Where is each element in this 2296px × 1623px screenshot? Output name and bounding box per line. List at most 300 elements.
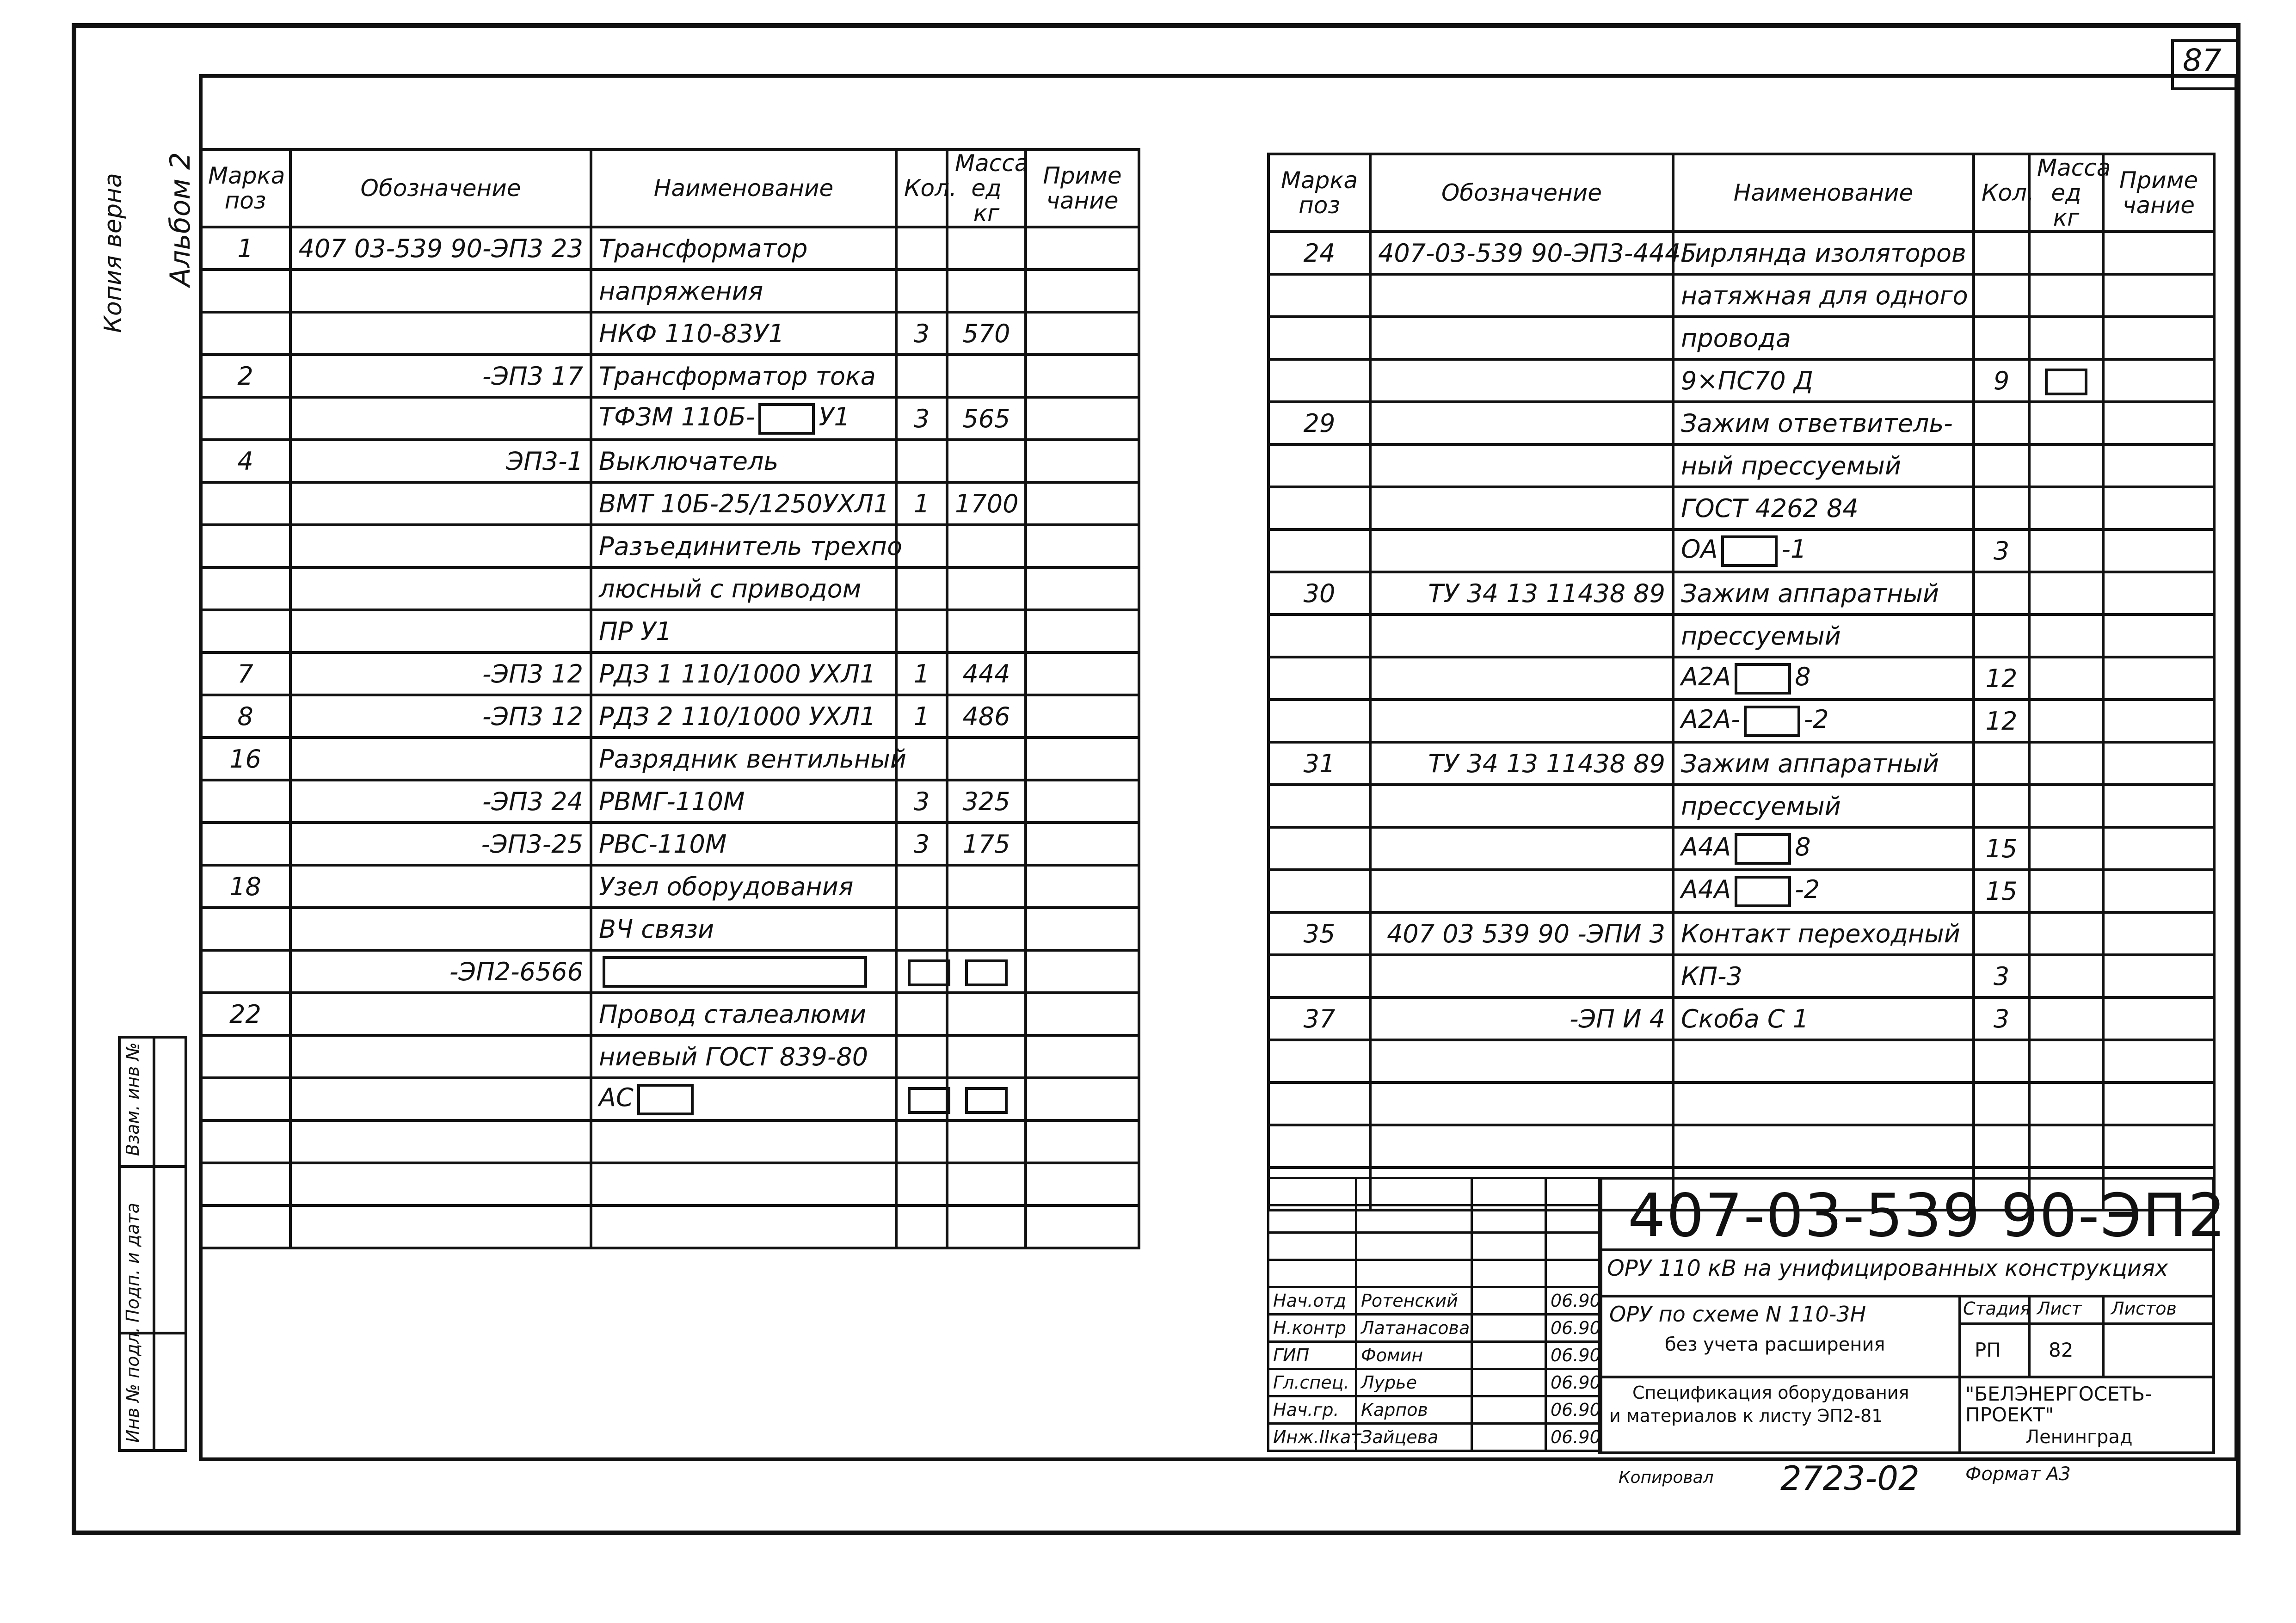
signer-name: Зайцева (1356, 1424, 1472, 1451)
cell-qty (1974, 1082, 2029, 1125)
cell-name (591, 1205, 896, 1248)
cell-qty (896, 908, 947, 950)
cell-note (2103, 615, 2214, 657)
signer-cell (1546, 1205, 1601, 1233)
table-row (200, 312, 1139, 355)
cell-pos (1268, 742, 1370, 785)
table-row (1268, 529, 2214, 572)
cell-qty (896, 610, 947, 652)
cell-name (1673, 1040, 1974, 1082)
title-divider-3 (1598, 1376, 1958, 1378)
table-row (200, 1035, 1139, 1078)
org-line2: ПРОЕКТ" (1965, 1403, 2054, 1426)
inv-dupl-label: Взам. инв № (123, 1042, 143, 1156)
cell-qty (896, 950, 947, 993)
cell-name (591, 482, 896, 525)
spec-table-left (199, 148, 1140, 1249)
cell-note (1026, 1078, 1139, 1120)
cell-pos-text: 30 (1303, 578, 1336, 608)
cell-qty (896, 780, 947, 823)
cell-designation (290, 1205, 591, 1248)
cell-pos (1268, 487, 1370, 529)
cell-designation (290, 908, 591, 950)
cell-designation (290, 1163, 591, 1205)
table-row (200, 865, 1139, 908)
cell-pos-text: 8 (237, 701, 253, 731)
cell-designation (1370, 912, 1673, 955)
cell-pos (1268, 274, 1370, 317)
signer-cell (1472, 1205, 1546, 1233)
signer-signature (1472, 1342, 1546, 1369)
col-qty: Кол. (1974, 154, 2029, 232)
cell-name (591, 993, 896, 1035)
cell-name (591, 950, 896, 993)
col-mass: Масса ед кг (2029, 154, 2103, 232)
blank-box (2045, 369, 2087, 395)
cell-name (1673, 742, 1974, 785)
cell-pos (200, 567, 290, 610)
cell-mass (947, 1120, 1026, 1163)
cell-name (1673, 402, 1974, 444)
cell-name-text: ГОСТ 4262 84 (1681, 493, 1859, 523)
cell-name (591, 738, 906, 780)
cell-name (1673, 700, 1974, 742)
cell-qty-text: 3 (1993, 536, 2010, 566)
cell-designation (290, 823, 591, 865)
cell-note (1026, 440, 1139, 482)
cell-name-text: А2А- (1681, 705, 1740, 734)
sheet-label: Лист (2037, 1298, 2082, 1319)
cell-designation (290, 738, 591, 780)
cell-mass (947, 312, 1026, 355)
cell-name-text: 9×ПС70 Д (1681, 366, 1813, 395)
cell-designation (290, 270, 591, 312)
cell-designation (1370, 1040, 1673, 1082)
cell-name-text: А4А (1681, 832, 1731, 862)
cell-note (2103, 742, 2214, 785)
cell-name (1673, 274, 1974, 317)
cell-pos (200, 227, 290, 270)
cell-pos-text: 31 (1303, 749, 1336, 778)
signer-row-empty (1268, 1205, 1601, 1233)
org-city: Ленинград (2025, 1426, 2133, 1448)
cell-mass (2029, 1040, 2103, 1082)
cell-note (1026, 270, 1139, 312)
cell-note (1026, 695, 1139, 738)
cell-note (1026, 1035, 1139, 1078)
signer-date: 06.90 (1546, 1396, 1601, 1424)
cell-designation (1370, 274, 1673, 317)
cell-mass (2029, 827, 2103, 870)
cell-pos-text: 22 (229, 999, 261, 1029)
cell-name-text: РВМГ-110М (599, 787, 745, 816)
cell-designation (1370, 444, 1673, 487)
cell-qty (1974, 359, 2029, 402)
cell-qty (1974, 827, 2029, 870)
signer-name: Лурье (1356, 1369, 1472, 1396)
project-title: ОРУ 110 кВ на унифицированных конструкциях (1607, 1255, 2168, 1281)
table-row (200, 1205, 1139, 1248)
blank-box (758, 403, 815, 435)
col-designation: Обозначение (1370, 154, 1673, 232)
cell-designation (1370, 785, 1673, 827)
cell-qty (896, 397, 947, 440)
cell-qty (1974, 1040, 2029, 1082)
cell-pos (1268, 955, 1370, 997)
cell-name-text: РВС-110М (599, 829, 727, 859)
signer-cell (1546, 1260, 1601, 1287)
cell-name-text: Выключатель (599, 446, 779, 476)
table-row (200, 610, 1139, 652)
signer-cell (1546, 1178, 1601, 1205)
cell-note (2103, 827, 2214, 870)
blank-box (965, 1087, 1008, 1114)
cell-note (1026, 567, 1139, 610)
signer-row-empty (1268, 1233, 1601, 1260)
cell-name-text: А2А (1681, 662, 1731, 692)
cell-note (1026, 950, 1139, 993)
cell-name-text: люсный с приводом (599, 574, 862, 603)
cell-pos-text: 16 (229, 744, 261, 774)
cell-note (2103, 359, 2214, 402)
col-name: Наименование (1673, 154, 1974, 232)
cell-pos (200, 397, 290, 440)
cell-designation (1370, 487, 1673, 529)
cell-name-text: Скоба С 1 (1681, 1004, 1809, 1033)
cell-name (591, 525, 903, 567)
cell-mass (947, 738, 1026, 780)
cell-name-text: Узел оборудования (599, 872, 854, 901)
cell-designation (1370, 359, 1673, 402)
cell-pos (200, 1205, 290, 1248)
cell-pos (1268, 785, 1370, 827)
table-row (1268, 402, 2214, 444)
signer-row (1268, 1342, 1601, 1369)
cell-mass (2029, 274, 2103, 317)
cell-mass (947, 823, 1026, 865)
cell-name-text: ный прессуемый (1681, 451, 1902, 480)
cell-name-text: ВМТ 10Б-25/1250УХЛ1 (599, 489, 890, 518)
table-row (1268, 870, 2214, 912)
cell-qty (1974, 955, 2029, 997)
sheet-value: 82 (2049, 1339, 2074, 1361)
cell-qty-text: 1 (913, 701, 930, 731)
table-row (1268, 955, 2214, 997)
cell-name (1673, 657, 1974, 700)
col-note: Приме чание (1026, 149, 1139, 227)
cell-name (591, 397, 896, 440)
cell-pos (1268, 700, 1370, 742)
cell-note (2103, 870, 2214, 912)
cell-name-text: Зажим ответвитель- (1681, 408, 1953, 438)
cell-qty (896, 312, 947, 355)
cell-name (591, 1078, 896, 1120)
table-row (200, 950, 1139, 993)
signer-row-empty (1268, 1178, 1601, 1205)
cell-note (1026, 1120, 1139, 1163)
signer-role: Гл.спец. (1268, 1369, 1356, 1396)
stage-grid-row2 (1958, 1376, 2215, 1378)
cell-pos (1268, 359, 1370, 402)
cell-pos (200, 652, 290, 695)
cell-name (1673, 997, 1974, 1040)
cell-designation (1370, 572, 1673, 615)
cell-pos (200, 1120, 290, 1163)
cell-qty (896, 1035, 947, 1078)
cell-pos (200, 270, 290, 312)
cell-note (2103, 402, 2214, 444)
signer-row (1268, 1424, 1601, 1451)
signer-cell (1356, 1260, 1472, 1287)
cell-pos (1268, 870, 1370, 912)
cell-pos (1268, 317, 1370, 359)
col-name: Наименование (591, 149, 896, 227)
cell-name-text: ТФЗМ 110Б- (599, 402, 755, 432)
cell-mass (2029, 359, 2103, 402)
cell-designation (1370, 615, 1673, 657)
cell-mass (2029, 870, 2103, 912)
table-row (1268, 572, 2214, 615)
cell-qty (1974, 402, 2029, 444)
cell-qty (896, 1120, 947, 1163)
cell-mass (2029, 955, 2103, 997)
cell-qty-text: 12 (1985, 706, 2018, 736)
cell-mass (2029, 572, 2103, 615)
cell-note (2103, 657, 2214, 700)
signer-row (1268, 1315, 1601, 1342)
cell-qty (1974, 785, 2029, 827)
cell-mass (2029, 444, 2103, 487)
cell-designation (290, 865, 591, 908)
cell-name (591, 652, 896, 695)
cell-pos (1268, 657, 1370, 700)
cell-name (1673, 444, 1974, 487)
cell-designation (1370, 657, 1673, 700)
cell-name (1673, 359, 1974, 402)
cell-qty (896, 567, 947, 610)
cell-designation (290, 525, 591, 567)
cell-designation (1370, 232, 1697, 274)
cell-note (2103, 912, 2214, 955)
signer-cell (1472, 1260, 1546, 1287)
cell-name (1673, 572, 1974, 615)
cell-mass (947, 993, 1026, 1035)
blank-box (1735, 663, 1791, 695)
cell-mass (2029, 232, 2103, 274)
signer-row (1268, 1369, 1601, 1396)
table-row (1268, 274, 2214, 317)
table-row (1268, 1082, 2214, 1125)
cell-designation (290, 440, 591, 482)
cell-name-text: провода (1681, 323, 1791, 353)
cell-qty-text: 3 (913, 829, 930, 859)
cell-note (1026, 312, 1139, 355)
cell-qty (1974, 487, 2029, 529)
cell-name-text: РДЗ 2 110/1000 УХЛ1 (599, 701, 876, 731)
cell-mass (947, 695, 1026, 738)
table-row (1268, 1125, 2214, 1168)
cell-name-suffix: 8 (1795, 832, 1811, 862)
cell-designation-text: -ЭП И 4 (1570, 1004, 1665, 1033)
cell-pos-text: 2 (237, 361, 253, 391)
cell-designation (290, 355, 591, 397)
cell-name-text: ниевый ГОСТ 839-80 (599, 1042, 868, 1071)
signer-cell (1472, 1178, 1546, 1205)
cell-name (591, 695, 896, 738)
cell-qty (896, 270, 947, 312)
cell-mass (2029, 700, 2103, 742)
title-divider-1 (1598, 1248, 2215, 1251)
cell-qty (896, 993, 947, 1035)
signer-name: Латанасова (1356, 1315, 1472, 1342)
cell-qty (1974, 870, 2029, 912)
cell-designation-text: -ЭП3 12 (482, 659, 583, 689)
cell-note (2103, 232, 2214, 274)
cell-qty (896, 1205, 947, 1248)
blank-box (1735, 833, 1791, 865)
cell-name (1673, 870, 1974, 912)
table-header-right (1268, 154, 2214, 232)
cell-name (1673, 1082, 1974, 1125)
cell-designation (1370, 827, 1673, 870)
cell-name (1673, 827, 1974, 870)
copy-number: 2723-02 (1780, 1459, 1920, 1498)
cell-designation (290, 610, 591, 652)
cell-pos (1268, 529, 1370, 572)
cell-name-text: напряжения (599, 276, 763, 306)
signer-role: Инж.IIкат (1268, 1424, 1356, 1451)
cell-pos (1268, 615, 1370, 657)
table-header-left (200, 149, 1139, 227)
cell-name (591, 610, 896, 652)
cell-designation-text: -ЭП3 24 (482, 787, 583, 816)
cell-name-text: А4А (1681, 875, 1731, 904)
cell-mass (947, 440, 1026, 482)
cell-name (1673, 912, 1974, 955)
cell-pos-text: 4 (237, 446, 253, 476)
table-row (1268, 359, 2214, 402)
cell-qty (896, 440, 947, 482)
cell-note (2103, 444, 2214, 487)
cell-mass (947, 950, 1026, 993)
signer-name: Фомин (1356, 1342, 1472, 1369)
cell-mass (2029, 402, 2103, 444)
cell-mass (947, 567, 1026, 610)
table-row (200, 440, 1139, 482)
cell-designation (1370, 700, 1673, 742)
cell-note (2103, 317, 2214, 359)
cell-designation (290, 482, 591, 525)
signer-name: Ротенский (1356, 1287, 1472, 1315)
cell-name-text: Трансформатор (599, 234, 808, 263)
cell-pos (200, 908, 290, 950)
signer-role: Н.контр (1268, 1315, 1356, 1342)
cell-pos (200, 525, 290, 567)
table-row (1268, 444, 2214, 487)
cell-pos-text: 1 (237, 234, 253, 263)
cell-qty (1974, 615, 2029, 657)
table-row (1268, 785, 2214, 827)
cell-pos-text: 35 (1303, 919, 1336, 948)
table-row (1268, 997, 2214, 1040)
cell-name-text: прессуемый (1681, 791, 1841, 821)
cell-qty-text: 1 (913, 659, 930, 689)
cell-qty (1974, 274, 2029, 317)
col-mass: Масса ед кг (947, 149, 1026, 227)
cell-mass (947, 270, 1026, 312)
cell-name (591, 227, 896, 270)
cell-name-text: КП-3 (1681, 961, 1742, 991)
doc-code: 407-03-539 90-ЭП2 (1628, 1181, 2227, 1250)
sheet-title-line1: Спецификация оборудования (1632, 1383, 1909, 1403)
signer-role: ГИП (1268, 1342, 1356, 1369)
cell-name-text: ВЧ связи (599, 914, 714, 944)
cell-mass-text: 565 (962, 404, 1010, 433)
cell-name-text: Трансформатор тока (599, 361, 876, 391)
cell-mass-text: 570 (962, 319, 1010, 348)
stage-grid-col2 (2102, 1295, 2105, 1376)
signer-row (1268, 1287, 1601, 1315)
cell-pos (1268, 444, 1370, 487)
cell-pos-text: 18 (229, 872, 261, 901)
cell-designation (1370, 997, 1673, 1040)
cell-pos (1268, 997, 1370, 1040)
cell-name (1673, 232, 1974, 274)
cell-name (591, 823, 896, 865)
cell-pos (1268, 1040, 1370, 1082)
cell-mass-text: 444 (962, 659, 1010, 689)
cell-designation (290, 567, 591, 610)
signer-cell (1268, 1178, 1356, 1205)
cell-note (1026, 993, 1139, 1035)
cell-note (2103, 997, 2214, 1040)
cell-designation-text: ТУ 34 13 11438 89 (1428, 578, 1665, 608)
cell-designation (290, 652, 591, 695)
cell-mass (2029, 1125, 2103, 1168)
cell-mass (2029, 997, 2103, 1040)
cell-name (591, 312, 896, 355)
cell-name-suffix: У1 (819, 402, 850, 432)
copy-note: Копия верна (99, 173, 127, 333)
cell-qty (896, 695, 947, 738)
cell-mass (947, 652, 1026, 695)
cell-note (2103, 1125, 2214, 1168)
table-row (200, 482, 1139, 525)
cell-note (1026, 610, 1139, 652)
org-line1: "БЕЛЭНЕРГОСЕТЬ- (1965, 1383, 2152, 1405)
cell-designation (1370, 1082, 1673, 1125)
cell-designation (290, 780, 591, 823)
cell-qty (896, 355, 947, 397)
cell-name (591, 355, 896, 397)
col-mark: Марка поз (1268, 154, 1370, 232)
signer-signature (1472, 1424, 1546, 1451)
table-row (1268, 912, 2214, 955)
cell-designation (1370, 870, 1673, 912)
cell-qty-text: 12 (1985, 664, 2018, 693)
cell-designation (290, 312, 591, 355)
cell-pos (200, 993, 290, 1035)
signer-role: Нач.гр. (1268, 1396, 1356, 1424)
cell-pos (200, 695, 290, 738)
table-row (200, 908, 1139, 950)
cell-mass (947, 908, 1026, 950)
cell-designation (290, 1078, 591, 1120)
cell-designation (1370, 402, 1673, 444)
cell-name (1673, 317, 1974, 359)
cell-qty (1974, 912, 2029, 955)
cell-note (2103, 955, 2214, 997)
